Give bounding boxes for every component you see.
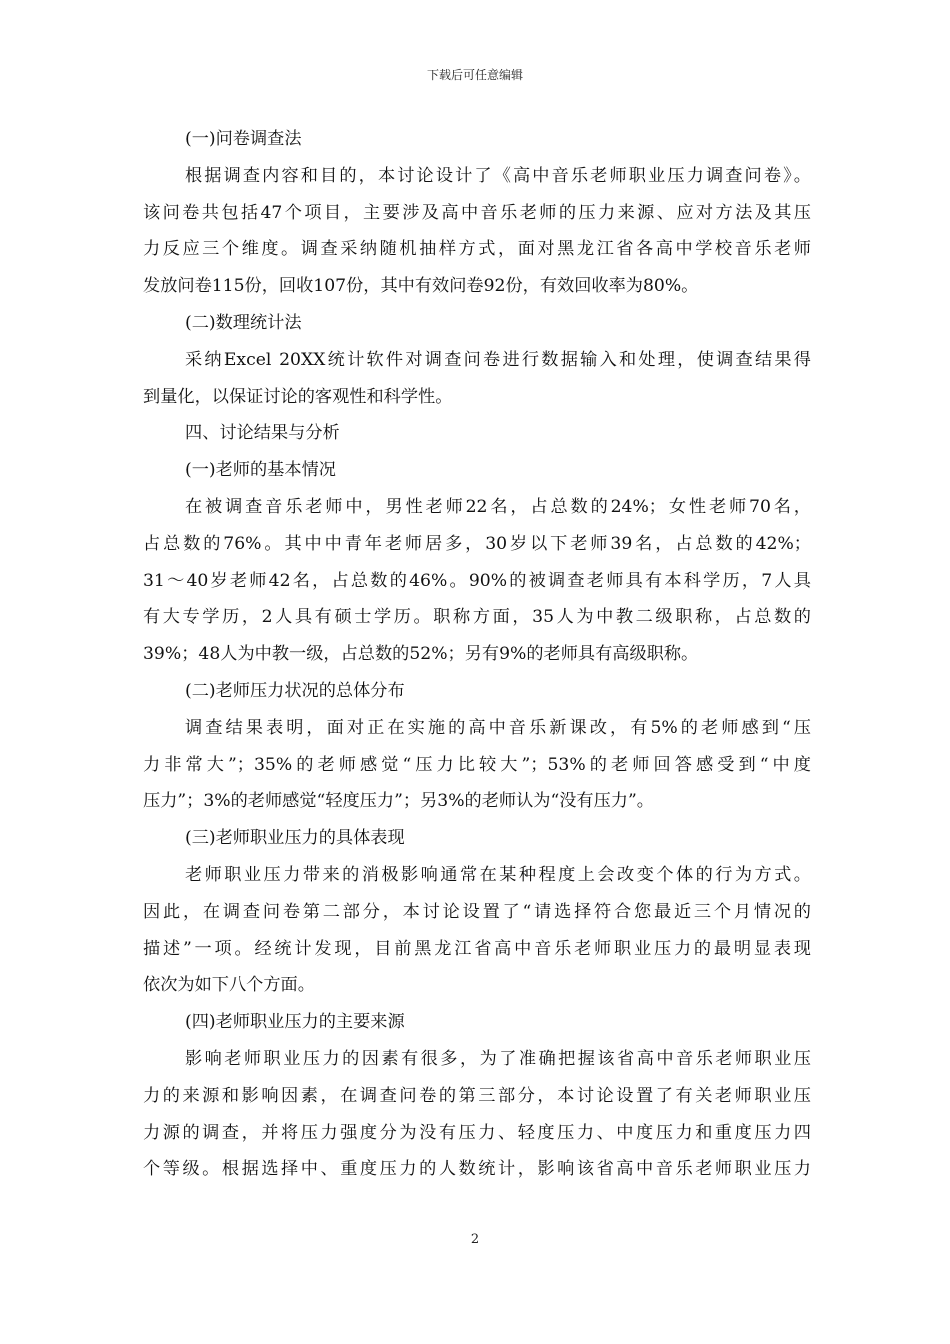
text-line: (一)问卷调查法 (185, 129, 302, 149)
text-line: 力非常大”；35%的老师感觉“压力比较大”；53%的老师回答感受到“中度 (143, 754, 811, 775)
text-line: 因此，在调查问卷第二部分，本讨论设置了“请选择符合您最近三个月情况的 (143, 901, 811, 922)
text-line: 力源的调查，并将压力强度分为没有压力、轻度压力、中度压力和重度压力四 (143, 1122, 811, 1143)
text-line: (四)老师职业压力的主要来源 (185, 1012, 405, 1033)
text-line: 占总数的76%。其中中青年老师居多，30岁以下老师39名，占总数的42%； (143, 533, 811, 554)
text-line: 采纳Excel 20XX统计软件对调查问卷进行数据输入和处理，使调查结果得 (185, 349, 811, 370)
text-line: 压力”；3%的老师感觉“轻度压力”；另3%的老师认为“没有压力”。 (143, 791, 654, 812)
text-line: 到量化，以保证讨论的客观性和科学性。 (143, 386, 453, 407)
text-line: 个等级。根据选择中、重度压力的人数统计，影响该省高中音乐老师职业压力 (143, 1159, 811, 1180)
text-line: 39%；48人为中教一级，占总数的52%；另有9%的老师具有高级职称。 (143, 644, 699, 665)
text-line: (二)老师压力状况的总体分布 (185, 680, 405, 701)
text-line: 依次为如下八个方面。 (143, 975, 315, 996)
text-line: 根据调查内容和目的，本讨论设计了《高中音乐老师职业压力调查问卷》。 (185, 165, 811, 186)
document-body (143, 121, 811, 1188)
text-line: 描述”一项。经统计发现，目前黑龙江省高中音乐老师职业压力的最明显表现 (143, 938, 811, 959)
text-line: (三)老师职业压力的具体表现 (185, 828, 405, 849)
text-line: 31～40岁老师42名，占总数的46%。90%的被调查老师具有本科学历，7人具 (143, 570, 811, 591)
text-line: 发放问卷115份，回收107份，其中有效问卷92份，有效回收率为80%。 (143, 276, 699, 297)
text-line: 有大专学历，2人具有硕士学历。职称方面，35人为中教二级职称，占总数的 (143, 607, 811, 628)
text-line: 在被调查音乐老师中，男性老师22名，占总数的24%；女性老师70名， (185, 496, 811, 517)
text-line: 影响老师职业压力的因素有很多，为了准确把握该省高中音乐老师职业压 (185, 1048, 811, 1069)
text-line: 老师职业压力带来的消极影响通常在某种程度上会改变个体的行为方式。 (185, 864, 811, 885)
text-line: 该问卷共包括47个项目，主要涉及高中音乐老师的压力来源、应对方法及其压 (143, 202, 811, 223)
text-line: 四、讨论结果与分析 (185, 423, 340, 444)
page-number: 2 (470, 1232, 480, 1247)
page-header: 下载后可任意编辑 (426, 68, 523, 82)
text-line: (二)数理统计法 (185, 312, 302, 333)
text-line: (一)老师的基本情况 (185, 460, 336, 481)
text-line: 调查结果表明，面对正在实施的高中音乐新课改，有5%的老师感到“压 (185, 717, 811, 738)
text-line: 力反应三个维度。调查采纳随机抽样方式，面对黑龙江省各高中学校音乐老师 (143, 239, 811, 260)
text-line: 力的来源和影响因素，在调查问卷的第三部分，本讨论设置了有关老师职业压 (143, 1085, 811, 1106)
